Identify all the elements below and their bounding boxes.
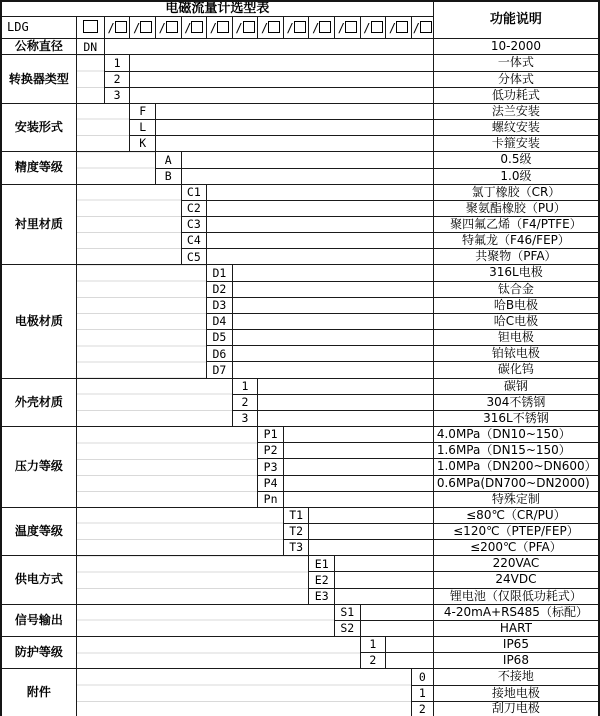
spacer-cell [155, 136, 433, 152]
code-box-icon [115, 21, 127, 33]
model-slot-cell: / [258, 17, 284, 39]
description-cell: ≤200℃（PFA） [433, 540, 599, 556]
description-cell: HART [433, 620, 599, 636]
spacer-cell [309, 540, 433, 556]
code-box-icon [319, 21, 331, 33]
model-slot-cell: / [283, 17, 309, 39]
spacer-cell [232, 362, 433, 378]
spacer-cell [258, 394, 434, 410]
description-cell: 特殊定制 [433, 491, 599, 507]
description-cell: 螺纹安装 [433, 120, 599, 136]
description-cell: 1.0级 [433, 168, 599, 184]
description-cell: 钽电极 [433, 330, 599, 346]
spacer-cell [232, 281, 433, 297]
code-cell: 1 [232, 378, 258, 394]
spacer-cell [76, 103, 130, 151]
code-cell: C1 [181, 184, 207, 200]
description-cell: 卡箍安装 [433, 136, 599, 152]
code-cell: T1 [283, 507, 309, 523]
spacer-cell [283, 459, 433, 475]
code-cell: P1 [258, 427, 284, 443]
spacer-cell [76, 637, 360, 669]
code-box-icon [83, 20, 98, 33]
table-row [1, 507, 599, 523]
code-cell: S2 [335, 620, 361, 636]
code-box-icon [420, 21, 432, 33]
model-box-cell [76, 17, 104, 39]
description-cell: 24VDC [433, 572, 599, 588]
category-cell: 安装形式 [1, 103, 76, 151]
code-box-icon [268, 21, 280, 33]
spacer-cell [207, 200, 434, 216]
model-slot-cell: / [386, 17, 412, 39]
code-cell: E1 [309, 556, 335, 572]
spacer-cell [207, 184, 434, 200]
model-prefix-cell: LDG [1, 17, 76, 39]
code-cell: P4 [258, 475, 284, 491]
code-cell: B [155, 168, 181, 184]
spacer-cell [258, 378, 434, 394]
description-cell: 10-2000 [433, 39, 599, 55]
spacer-cell [309, 507, 433, 523]
table-row [1, 184, 599, 200]
description-cell: IP68 [433, 653, 599, 669]
spacer-cell [386, 637, 434, 653]
description-cell: 4.0MPa（DN10~150） [433, 427, 599, 443]
code-cell: D1 [207, 265, 233, 281]
model-slot-cell: / [411, 17, 433, 39]
code-box-icon [140, 21, 152, 33]
description-cell: 316L电极 [433, 265, 599, 281]
model-slot-cell: / [232, 17, 258, 39]
spacer-cell [181, 168, 433, 184]
title-row [1, 1, 599, 17]
description-cell: ≤80℃（CR/PU） [433, 507, 599, 523]
code-cell: S1 [335, 604, 361, 620]
table-row [1, 55, 599, 71]
description-cell: 共聚物（PFA） [433, 249, 599, 265]
category-cell: 信号输出 [1, 604, 76, 636]
spacer-cell [76, 152, 155, 184]
spacer-cell [335, 556, 434, 572]
spacer-cell [283, 491, 433, 507]
code-cell: 2 [360, 653, 386, 669]
description-cell: 哈C电极 [433, 313, 599, 329]
model-slot-cell: / [181, 17, 207, 39]
code-cell: T3 [283, 540, 309, 556]
code-cell: F [130, 103, 156, 119]
description-cell: 氯丁橡胶（CR） [433, 184, 599, 200]
table-row [1, 604, 599, 620]
table-row [1, 669, 599, 685]
spacer-cell [76, 378, 232, 426]
code-cell: K [130, 136, 156, 152]
code-cell: D4 [207, 313, 233, 329]
model-slot-cell: / [207, 17, 233, 39]
spacer-cell [283, 443, 433, 459]
description-cell: 刮刀电极 [433, 701, 599, 716]
category-cell: 防护等级 [1, 637, 76, 669]
category-cell: 压力等级 [1, 427, 76, 508]
description-cell: 接地电极 [433, 685, 599, 701]
spacer-cell [207, 249, 434, 265]
description-cell: 1.6MPa（DN15~150） [433, 443, 599, 459]
code-box-icon [243, 21, 255, 33]
description-cell: 特氟龙（F46/FEP） [433, 233, 599, 249]
spacer-cell [309, 523, 433, 539]
model-slot-cell: / [130, 17, 156, 39]
description-cell: 304不锈钢 [433, 394, 599, 410]
spacer-cell [130, 71, 433, 87]
description-cell: 1.0MPa（DN200~DN600） [433, 459, 599, 475]
spacer-cell [232, 313, 433, 329]
code-cell: Pn [258, 491, 284, 507]
table-row [1, 556, 599, 572]
spacer-cell [207, 233, 434, 249]
code-cell: P2 [258, 443, 284, 459]
description-cell: 铂铱电极 [433, 346, 599, 362]
code-cell: 3 [104, 87, 130, 103]
code-cell: 0 [411, 669, 433, 685]
spacer-cell [335, 588, 434, 604]
code-cell: DN [76, 39, 104, 55]
function-column-header: 功能说明 [433, 1, 599, 39]
model-slot-cell: / [360, 17, 386, 39]
spacer-cell [130, 87, 433, 103]
spacer-cell [232, 330, 433, 346]
table-row [1, 103, 599, 119]
category-cell: 精度等级 [1, 152, 76, 184]
code-cell: T2 [283, 523, 309, 539]
code-cell: P3 [258, 459, 284, 475]
code-cell: 2 [232, 394, 258, 410]
description-cell: 哈B电极 [433, 297, 599, 313]
spacer-cell [76, 265, 206, 378]
code-cell: 1 [104, 55, 130, 71]
description-cell: 220VAC [433, 556, 599, 572]
code-cell: 3 [232, 410, 258, 426]
spacer-cell [130, 55, 433, 71]
table-row [1, 427, 599, 443]
spacer-cell [283, 427, 433, 443]
code-cell: 1 [411, 685, 433, 701]
spacer-cell [76, 669, 411, 716]
selection-table-body [1, 1, 599, 716]
category-cell: 转换器类型 [1, 55, 76, 103]
spacer-cell [360, 620, 433, 636]
code-cell: C5 [181, 249, 207, 265]
table-row [1, 265, 599, 281]
code-cell: D7 [207, 362, 233, 378]
page-title: 电磁流量计选型表 [1, 1, 433, 17]
code-cell: E2 [309, 572, 335, 588]
category-cell: 公称直径 [1, 39, 76, 55]
spacer-cell [155, 103, 433, 119]
model-slot-cell: / [309, 17, 335, 39]
table-row [1, 378, 599, 394]
code-box-icon [191, 21, 203, 33]
category-cell: 电极材质 [1, 265, 76, 378]
code-cell: L [130, 120, 156, 136]
table-row [1, 637, 599, 653]
code-cell: D2 [207, 281, 233, 297]
description-cell: 一体式 [433, 55, 599, 71]
code-cell: A [155, 152, 181, 168]
description-cell: 0.5级 [433, 152, 599, 168]
spacer-cell [232, 297, 433, 313]
description-cell: ≤120℃（PTEP/FEP） [433, 523, 599, 539]
spacer-cell [207, 217, 434, 233]
category-cell: 附件 [1, 669, 76, 716]
description-cell: 聚氨酯橡胶（PU） [433, 200, 599, 216]
description-cell: IP65 [433, 637, 599, 653]
code-box-icon [166, 21, 178, 33]
description-cell: 聚四氟乙烯（F4/PTFE） [433, 217, 599, 233]
code-cell: 2 [411, 701, 433, 716]
code-box-icon [371, 21, 383, 33]
spacer-cell [76, 556, 309, 604]
code-cell: D3 [207, 297, 233, 313]
description-cell: 316L不锈钢 [433, 410, 599, 426]
description-cell: 4-20mA+RS485（标配） [433, 604, 599, 620]
category-cell: 温度等级 [1, 507, 76, 555]
code-cell: E3 [309, 588, 335, 604]
code-cell: C4 [181, 233, 207, 249]
code-box-icon [396, 21, 408, 33]
table-row [1, 39, 599, 55]
category-cell: 外壳材质 [1, 378, 76, 426]
spacer-cell [232, 265, 433, 281]
spacer-cell [360, 604, 433, 620]
model-slot-cell: / [335, 17, 361, 39]
code-cell: D5 [207, 330, 233, 346]
code-cell: 2 [104, 71, 130, 87]
spacer-cell [104, 39, 433, 55]
model-slot-cell: / [104, 17, 130, 39]
description-cell: 碳钢 [433, 378, 599, 394]
description-cell: 0.6MPa(DN700~DN2000) [433, 475, 599, 491]
category-cell: 衬里材质 [1, 184, 76, 265]
spacer-cell [76, 184, 181, 265]
spacer-cell [283, 475, 433, 491]
description-cell: 碳化钨 [433, 362, 599, 378]
spacer-cell [386, 653, 434, 669]
code-cell: C2 [181, 200, 207, 216]
code-cell: 1 [360, 637, 386, 653]
spacer-cell [181, 152, 433, 168]
category-cell: 供电方式 [1, 556, 76, 604]
spacer-cell [76, 604, 334, 636]
description-cell: 钛合金 [433, 281, 599, 297]
description-cell: 锂电池（仅限低功耗式） [433, 588, 599, 604]
model-slot-cell: / [155, 17, 181, 39]
spacer-cell [76, 507, 283, 555]
spacer-cell [76, 427, 258, 508]
spacer-cell [335, 572, 434, 588]
code-cell: C3 [181, 217, 207, 233]
description-cell: 不接地 [433, 669, 599, 685]
code-box-icon [217, 21, 229, 33]
description-cell: 法兰安装 [433, 103, 599, 119]
spacer-cell [258, 410, 434, 426]
table-row [1, 152, 599, 168]
description-cell: 分体式 [433, 71, 599, 87]
description-cell: 低功耗式 [433, 87, 599, 103]
spacer-cell [76, 55, 104, 103]
spacer-cell [232, 346, 433, 362]
code-cell: D6 [207, 346, 233, 362]
code-box-icon [294, 21, 306, 33]
spacer-cell [155, 120, 433, 136]
code-box-icon [345, 21, 357, 33]
